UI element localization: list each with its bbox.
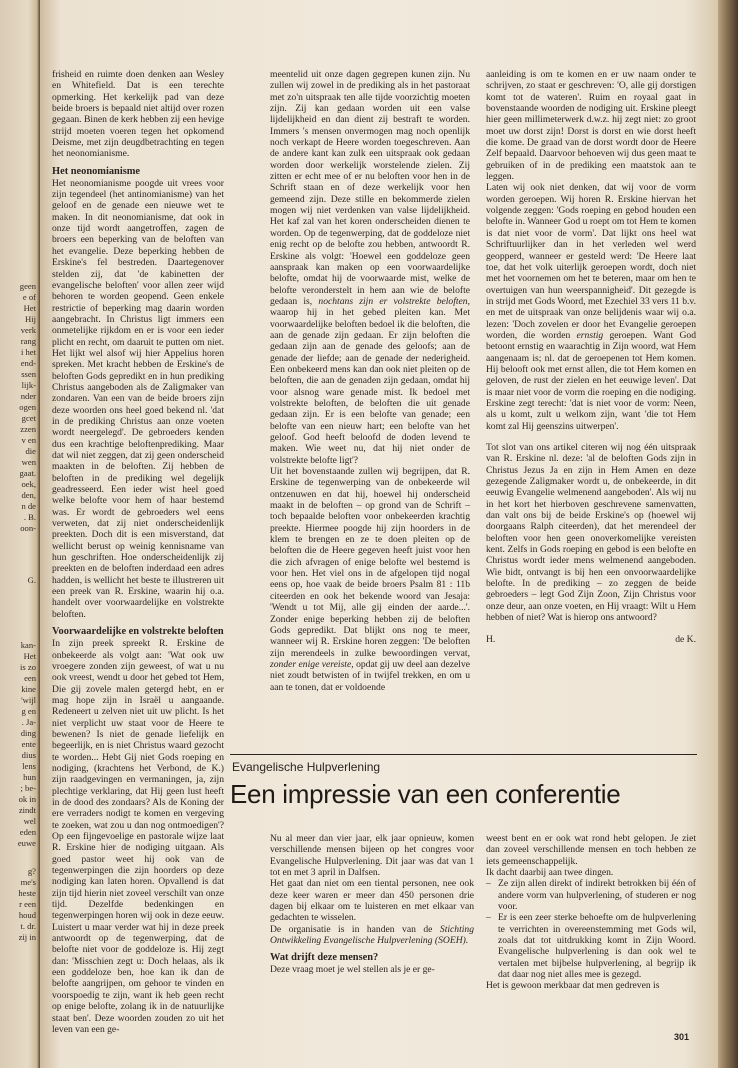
paragraph: De organisatie is in handen van de Stichting Ontwikkeling Evangelische Hulpverlening (SOEH). xyxy=(270,923,474,947)
author-signature xyxy=(486,634,696,645)
paragraph: Deze vraag moet je wel stellen als je er ge- xyxy=(270,964,435,976)
previous-page-text-fragment: is zo xyxy=(20,662,36,672)
paragraph: weest bent en er ook wat rond hebt gelopen. Je ziet dan zoveel verschillende mensen en toch hebben ze iets gemeenschappelijk. xyxy=(486,833,696,867)
previous-page-text-fragment: n de xyxy=(21,501,36,511)
paragraph: Het gaat dan niet om een tiental personen, nee ook deze keer waren er meer dan 450 personen drie dagen bij elkaar om te luisteren en met elkaar van gedachten te wisselen. xyxy=(270,878,474,924)
subheading-wat-drijft: Wat drijft deze mensen? xyxy=(270,952,379,964)
previous-page-text-fragment: geen xyxy=(19,281,36,291)
paragraph: frisheid en ruimte doen denken aan Wesley en Whitefield. Dat is een terechte opmerking. Het kerkelijk pad van deze beide broers is bepaald niet altijd over rozen gegaan. Binen de kerk hebben zij een hevige strijd moeten voeren tegen het opkomend Deisme, met zijn deugdbetrachting en tegen het neonomianisme. xyxy=(52,69,224,160)
article-column-1 xyxy=(52,69,224,1035)
previous-page-text-fragment: zij in xyxy=(18,932,36,942)
previous-page-text-fragment: kan- xyxy=(20,640,36,650)
previous-page-edge xyxy=(0,0,40,1068)
previous-page-text-fragment: wen xyxy=(21,457,36,467)
previous-page-text-fragment: den, xyxy=(21,490,36,500)
previous-page-text-fragment: end- xyxy=(20,358,36,368)
paragraph: Tot slot van ons artikel citeren wij nog één uitspraak van R. Erskine nl. deze: 'al de beloften Gods zijn in Christus Jezus Ja en zijn in Hem Amen en deze gezegende Zaligmaker wordt u, de onbekeerde, in dit eeuwig Evangelie welmenend aangeboden'. Als wij nu in het kort het hierboven geschrevene samenvatten, dan valt ons bij de beide Erskine's op (hoewel wij doorgaans Ralph citeerden), dat het merendeel der beloften voor hen geen onoverkomelijke vereisten kent. Zelfs in Gods roeping en gebod is een belofte en Christus wordt ieder mens welmenend aangeboden. Wie bidt, ontvangt is bij hen een onvoorwaardelijke belofte. In de prediking – zo zeggen de beide gebroeders – legt God Zijn Zoon, Zijn Christus voor onze deur, aan onze voeten, en Hij vraagt: Wilt u Hem hebben of niet? Wat is hierop ons antwoord? xyxy=(486,442,696,624)
previous-page-text-fragment: nder xyxy=(20,391,36,401)
previous-page-text-fragment: r een xyxy=(19,899,36,909)
signature-name: de K. xyxy=(675,633,696,645)
article-column-2 xyxy=(270,69,470,693)
paragraph: aanleiding is om te komen en er uw naam onder te schrijven, zo staat er geschreven: 'O, alle gij dorstigen komt tot de wateren'. Ruim en royaal gaat in bovenstaande woorden de nodiging uit. Erskine pleegt hier geen millimeterwerk d.w.z. hij zegt niet: zo groot moet uw dorst zijn! Dorst is dorst en wie dorst heeft die kome. De graad van de dorst wordt door de Heere Zelf bepaald. Daarvoor behoeven wij dus geen maat te gebruiken of in de prediking een maatstok aan te leggen. xyxy=(486,69,696,183)
previous-page-text-fragment: Het xyxy=(23,303,36,313)
previous-page-text-fragment: ogen xyxy=(19,402,36,412)
article-headline: Een impressie van een conferentie xyxy=(230,779,621,809)
section-divider xyxy=(230,754,697,755)
previous-page-text-fragment: Het xyxy=(23,651,36,661)
paragraph: Nu al meer dan vier jaar, elk jaar opnieuw, komen verschillende mensen bijeen op het congres voor Evangelische Hulpverlening. Dit jaar was dat van 1 tot en met 3 april in Dalfsen. xyxy=(270,833,474,879)
previous-page-text-fragment: euwe xyxy=(17,838,36,848)
list-item: – Er is een zeer sterke behoefte om de hulpverlening te verrichten in overeenstemming met Gods wil, zoals dat tot uitdrukking komt in Zijn Woord. Evangelische hulpverlening is dan ook wel te vertalen met bijbelse hulpverlening, al begrijp ik dat daar nog niet alles mee is gezegd. xyxy=(486,912,696,980)
previous-page-text-fragment: heste xyxy=(18,888,36,898)
bullet-list xyxy=(486,878,696,980)
previous-page-text-fragment: v en xyxy=(21,435,36,445)
signature-initial: H. xyxy=(486,633,496,645)
previous-page-text-fragment: me's xyxy=(20,877,36,887)
previous-page-text-fragment: . Ja- xyxy=(21,717,36,727)
previous-page-text-fragment: ssen xyxy=(21,369,36,379)
previous-page-text-fragment: dius xyxy=(21,750,36,760)
page-binding-edge xyxy=(718,0,738,1068)
previous-page-text-fragment: ; be- xyxy=(20,783,36,793)
previous-page-text-fragment: ding xyxy=(20,728,36,738)
paragraph: Ik dacht daarbij aan twee dingen. xyxy=(486,867,614,879)
paragraph: Het is gewoon merkbaar dat men gedreven is xyxy=(486,980,660,992)
previous-page-text-fragment: G. xyxy=(27,575,36,585)
article2-column-a xyxy=(270,833,474,976)
previous-page-text-fragment: lens xyxy=(22,761,36,771)
article2-column-b xyxy=(486,833,696,992)
previous-page-text-fragment: Hij xyxy=(25,314,36,324)
paragraph: Het neonomianisme poogde uit vrees voor zijn tegendeel (het antinomianisme) van het geloof en de genade een nieuwe wet te maken. In dit neonomianisme, dat ook in onze tijd wordt aangetroffen, zagen de broers een beperking van de beloften van het evangelie. Deze beperking hebben de Erskine's fel bestreden. Daartegenover stelden zij, dat 'de kabinetten der evangelische beloften' voor allen zeer wijd behoren te worden geopend. Geen enkele restrictie of beperking mag daarin worden aangebracht. In Christus ligt immers een onmetelijke rijkdom en er is voor een ieder plicht en recht, om daaruit te putten om niet. Het lijkt wel alsof wij hier Appelius horen spreken. Met kracht hebben de Erskine's de beloften Gods gepredikt en in hun prediking Christus aangeboden als de Zaligmaker van zondaren. Van een van de beide broers zijn deze woorden ons heel goed bekend nl. 'dat in de prediking Christus aan onze voeten wordt neergelegd'. De gebroeders kenden dus een krachtige beloftenprediking. Maar dat wil niet zeggen, dat zij geen onderscheid maakten in de beloften. Zij hebben de beloften in de prediking wel degelijk geadresseerd. Een ieder wist heel goed welke belofte voor hem of haar bestemd was. Er wordt de gebroeders wel eens verweten, dat zij niet onderscheidenlijk preekten. Doch dit is een misverstand, dat wellicht berust op weinig kennisname van hun geschriften. Hoe onderscheidenlijk zij preekten en de beloften inderdaad een adres hadden, is wellicht het beste te illustreren uit een preek van R. Erskine, waarin hij o.a. handelt over voorwaardelijke en volstrekte beloften. xyxy=(52,177,224,620)
previous-page-text-fragment: g? xyxy=(27,866,36,876)
paragraph: In zijn preek spreekt R. Erskine de onbekeerde als volgt aan: 'Wat ook uw vroegere zonden zijn geweest, of wat u nu ook vreest, wendt u door het gebed tot Hem, Die gij zovele malen getergd hebt, en er mag hope zijn in Israël u aangaande. Redeneert u zelven niet uit uw plicht. Is het niet verplicht uw staat voor de Heere te bewenen? Is niet de genade liefelijk en begeerlijk, en is niet Christus waard gezocht te worden... Hebt Gij niet Gods roeping en nodiging, (krachtens het Verbond, de K.) zijn raadgevingen en vermaningen, ja, zijn plechtige verklaring, dat Hij geen lust heeft in de dood des zondaars? Als de Koning der ere verraders nodigt te komen en vergeving te zoeken, wat zou u dan nog ontmoedigen'? Op een fijngevoelige en pastorale wijze laat R. Erskine hier de nodiging uitgaan. Als goed pastor weet hij ook van de tegenwerpingen die zijn hoorders op deze nodiging kan laten horen. Opvallend is dat zijn tijd hierin niet zoveel verschilt van onze tijd. Dezelfde bedenkingen en tegenwerpingen horen wij ook in deze eeuw. Luistert u maar verder wat hij in deze preek antwoordt op de tegenwerping, dat de belofte niet voor de goddeloze is. Hij zegt dan: 'Misschien zegt u: Doch helaas, als ik een goddeloze ben, hoe kan ik dan de belofte aangrijpen, om gehoor te vinden en voorspoedig te zijn, want ik heb geen recht op enige belofte, zolang ik in de natuurlijke staat ben'. Deze woorden zouden zo uit het leven van een ge- xyxy=(52,638,224,1035)
previous-page-text-fragment: verk xyxy=(20,325,36,335)
subheading-beloften: Voorwaardelijke en volstrekte beloften xyxy=(52,626,224,638)
previous-page-text-fragment: eden xyxy=(19,827,36,837)
previous-page-text-fragment: ok in xyxy=(18,794,36,804)
previous-page-text-fragment: zindt xyxy=(18,805,36,815)
previous-page-text-fragment: wel xyxy=(23,816,36,826)
section-label: Evangelische Hulpverlening xyxy=(232,760,381,774)
paragraph: Uit het bovenstaande zullen wij begrijpen, dat R. Erskine de tegenwerping van de onbekeerde wil ontzenuwen en dat hij, hoewel hij onderscheid maakt in de beloften – op grond van de Schrift – toch bepaalde beloften voor onbekeerden krachtig preekte. Hiermee poogde hij zijn hoorders in de klem te brengen en ze te doen pleiten op de beloften die de Heere gegeven heeft juist voor hen die zich afvragen of enige belofte wel bestemd is voor hen. Het viel ons in de afgelopen tijd nogal eens op, hoe vaak de beide broers Psalm 81 : 11b citeerden en ook het bekende woord van Jesaja: 'Wendt u tot Mij, alle gij einden der aarde...'. Zonder enige beperking hebben zij de beloften Gods gepredikt. Dat blijkt ons nog te meer, wanneer wij R. Erskine horen zeggen: 'De beloften zijn merendeels in zulke bewoordingen vervat, zonder enige vereiste, opdat gij uw deel aan dezelve niet zoudt betwisten of in twijfel trekken, en om u aan te tonen, dat er voldoende xyxy=(270,466,470,693)
previous-page-text-fragment: gcet xyxy=(21,413,36,423)
previous-page-text-fragment: 'wijl xyxy=(21,695,36,705)
previous-page-text-fragment: hun xyxy=(23,772,36,782)
previous-page-text-fragment: gaat. xyxy=(19,468,36,478)
previous-page-text-fragment: die xyxy=(25,446,36,456)
previous-page-text-fragment: . B. xyxy=(23,512,36,522)
previous-page-text-fragment: i het xyxy=(20,347,36,357)
previous-page-text-fragment: zzen xyxy=(20,424,36,434)
previous-page-text-fragment: e of xyxy=(22,292,36,302)
previous-page-text-fragment: ente xyxy=(21,739,36,749)
previous-page-text-fragment: houd xyxy=(18,910,36,920)
list-item: – Ze zijn allen direkt of indirekt betrokken bij één of andere vorm van hulpverlening, of studeren er nog voor. xyxy=(486,878,696,912)
previous-page-text-fragment: rang xyxy=(20,336,36,346)
previous-page-text-fragment: oon- xyxy=(20,523,36,533)
previous-page-text-fragment: een xyxy=(24,673,36,683)
paragraph: Laten wij ook niet denken, dat wij voor de vorm worden geroepen. Wij horen R. Erskine hiervan het volgende zeggen: 'Gods roeping en gebod houden een belofte in. Wanneer God u roept om tot Hem te komen is dat niet voor de vorm'. Dat lijkt ons heel wat Schriftuurlijker dan in het verleden wel werd geopperd, wanneer er gesteld werd: 'De Heere laat toe, dat het volk uiterlijk geroepen wordt, doch niet met het voornemen om het te beteren, maar om hen te overtuigen van hun weerspannigheid'. Dit gezegde is in strijd met Gods Woord, met Ezechiel 33 vers 11 b.v. en met de uitspraak van onze belijdenis waar wij o.a. lezen: 'Doch zovelen er door het Evangelie geroepen worden, die worden ernstig geroepen. Want God betoont ernstig en waarachtig in Zijn woord, wat Hem aangenaam is; nl. dat de geroepenen tot Hem komen. Hij belooft ook met ernst allen, die tot Hem komen en geloven, de rust der zielen en het eeuwige leven'. Dat is maar niet voor de vorm die roeping en die nodiging. Erskine zegt terecht: 'dat is niet voor de vorm: Neen, als u komt, zult u welkom zijn, want 'die tot Hem komt zal Hij geenszins uitwerpen'. xyxy=(486,182,696,432)
previous-page-text-fragment: t. dr. xyxy=(20,921,36,931)
previous-page-text-fragment: g en xyxy=(21,706,36,716)
previous-page-text-fragment: kine xyxy=(21,684,36,694)
previous-page-text-fragment: oek, xyxy=(21,479,36,489)
previous-page-text-fragment: lijk- xyxy=(21,380,36,390)
subheading-neonomianisme: Het neonomianisme xyxy=(52,165,141,177)
page-number: 301 xyxy=(674,1032,690,1042)
article-column-3 xyxy=(486,69,696,645)
paragraph: meentelid uit onze dagen gegrepen kunen zijn. Nu zullen wij zowel in de prediking als in het pastoraat met zo'n uitspraak ten alle tijde voorzichtig moeten zijn. Zij kan gedaan worden uit een valse lijdelijkheid en dan dient zij bestraft te worden. Immers 's mensen onvermogen mag noch openlijk noch verkapt de Heere worden toegeschreven. Aan de andere kant kan zulk een uitspraak ook gedaan worden door werkelijk worstelende zielen. Zij zitten er echt mee of er nu beloften voor hen in de Schrift staan en of deze werkelijk voor hen gemeend zijn. Deze stille en bekommerde zielen mogen wij niet verdenken van valse lijdelijkheid. Het kaf zal van het koren onderscheiden dienen te worden. Op de tegenwerping, dat de goddeloze niet enig recht op de belofte zou hebben, antwoordt R. Erskine als volgt: 'Hoewel een goddeloze geen aanspraak kan maken op een voorwaardelijke belofte, omdat hij de voorwaarde mist, welke de belofte veronderstelt in hem aan wie de belofte gedaan is, nochtans zijn er volstrekte beloften, waarop hij in het gebed pleiten kan. Met voorwaardelijke beloften bedoel ik die beloften, die aan de genade zijn gedaan. Er zijn beloften die gedaan zijn aan de genade des geloofs; aan de genade der liefde; aan de genade der nederigheid. Een onbekeerd mens kan dan ook niet pleiten op de beloften, die aan de genaden zijn gedaan, omdat hij voor alsnog ware genade mist. Ik bedoel met volstrekte beloften, de beloften die uit genade gedaan zijn. Er is een belofte van genade; een belofte van een nieuw hart; een belofte van het geloof. God heeft beloofd de doden levend te maken. Wie weet nu, dat hij niet onder de volstrekte belofte ligt'? xyxy=(270,69,471,466)
